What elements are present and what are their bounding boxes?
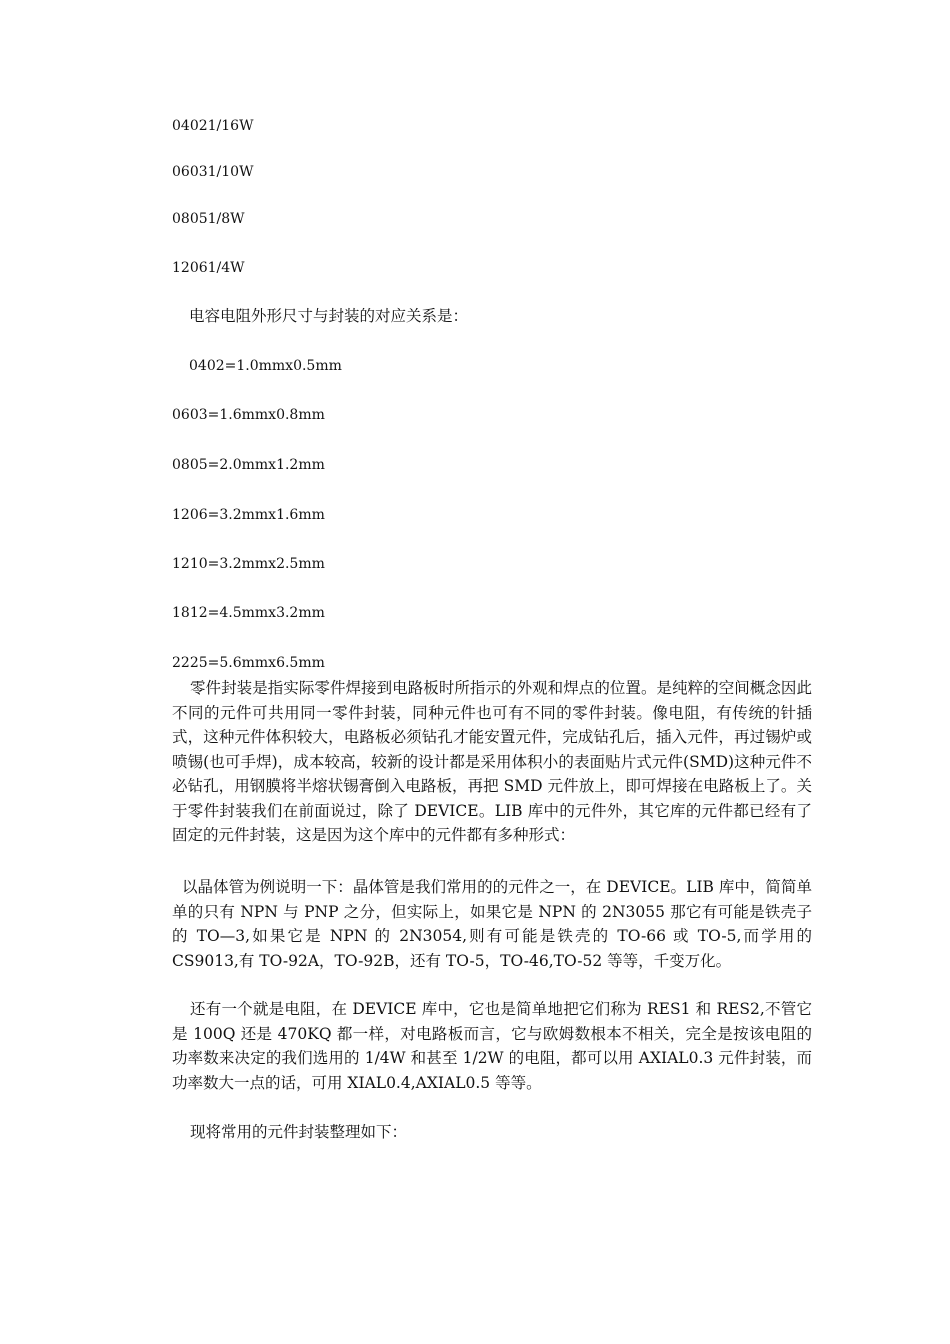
paragraph-package-definition: 零件封装是指实际零件焊接到电路板时所指示的外观和焊点的位置。是纯粹的空间概念因此不同的元件可共用同一零件封装，同种元件也可有不同的零件封装。像电阻，有传统的针插式，这种元件体积较大，电路板必须钻孔才能安置元件，完成钻孔后，插入元件，再过锡炉或喷锡(也可手焊)，成本较高，较新的设计都是采用体积小的表面贴片式元件(SMD)这种元件不必钻孔，用钢膜将半熔状锡膏倒入电路板，再把 SMD 元件放上，即可焊接在电路板上了。关于零件封装我们在前面说过，除了 DEVICE。LIB 库中的元件外，其它库的元件都已经有了固定的元件封装，这是因为这个库中的元件都有多种形式： (172, 679, 812, 844)
spec-line-1206-power: 12061/4W (172, 260, 245, 276)
spec-line-0603-power: 06031/10W (172, 164, 254, 180)
spec-line-0805-power: 08051/8W (172, 211, 245, 227)
size-line-0402: 0402=1.0mmx0.5mm (189, 358, 342, 374)
size-line-1210: 1210=3.2mmx2.5mm (172, 556, 325, 572)
size-line-0603: 0603=1.6mmx0.8mm (172, 407, 325, 423)
size-line-2225: 2225=5.6mmx6.5mm (172, 655, 325, 671)
size-line-1812: 1812=4.5mmx3.2mm (172, 605, 325, 621)
size-mapping-heading: 电容电阻外形尺寸与封装的对应关系是： (189, 307, 469, 325)
size-line-0805: 0805=2.0mmx1.2mm (172, 457, 325, 473)
size-line-1206: 1206=3.2mmx1.6mm (172, 507, 325, 523)
paragraph-common-packages-intro: 现将常用的元件封装整理如下： (190, 1123, 408, 1141)
spec-line-0402-power: 04021/16W (172, 118, 254, 134)
paragraph-resistor-example: 还有一个就是电阻，在 DEVICE 库中，它也是简单地把它们称为 RES1 和 RES2,不管它是 100Q 还是 470KQ 都一样，对电路板而言，它与欧姆数根本不相关，完全是按该电阻的功率数来决定的我们选用的 1/4W 和甚至 1/2W 的电阻，都可以用 AXIAL0.3 元件封装，而功率数大一点的话，可用 XIAL0.4,AXIAL0.5 等等。 (172, 1000, 812, 1092)
paragraph-transistor-example: 以晶体管为例说明一下：晶体管是我们常用的的元件之一，在 DEVICE。LIB 库中，简简单单的只有 NPN 与 PNP 之分，但实际上，如果它是 NPN 的 2N3055 那它有可能是铁壳子的 TO—3,如果它是 NPN 的 2N3054,则有可能是铁壳的 TO-66 或 TO-5,而学用的 CS9013,有 TO-92A，TO-92B，还有 TO-5，TO-46,TO-52 等等，千变万化。 (172, 878, 812, 970)
